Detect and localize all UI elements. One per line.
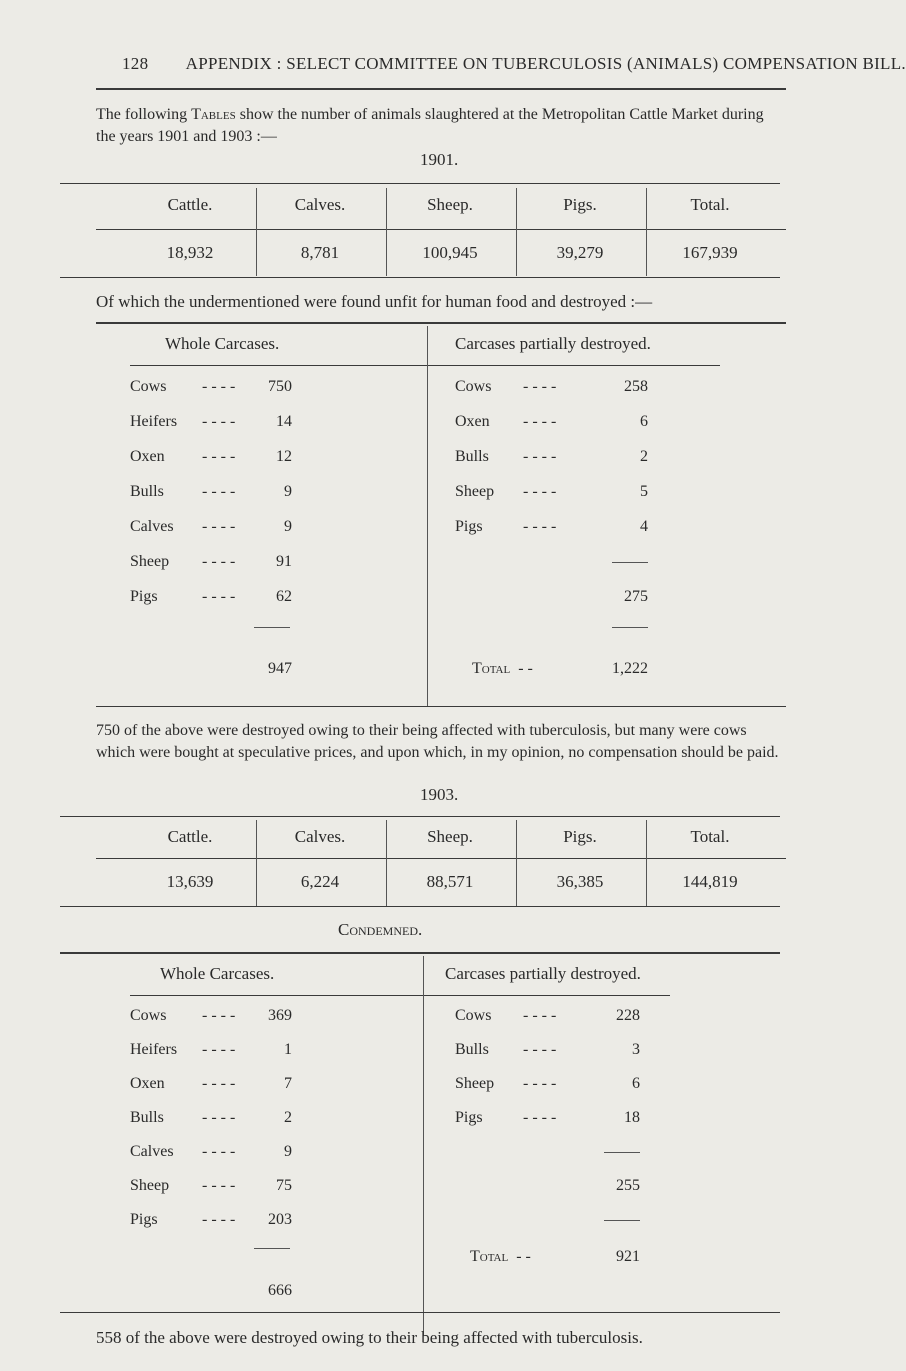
unfit-intro: Of which the undermentioned were found unfit for human food and destroyed :—	[96, 292, 653, 311]
list-value: 18	[624, 1109, 640, 1126]
list-item: Pigs - - - -	[130, 1211, 236, 1228]
grand-total-value: 921	[616, 1248, 640, 1265]
condemned-heading: Condemned.	[338, 920, 423, 939]
intro-paragraph	[96, 104, 786, 148]
whole-total-value: 947	[268, 660, 292, 677]
header-divider	[96, 858, 786, 859]
list-value: 203	[268, 1211, 292, 1228]
list-item: Heifers - - - -	[130, 413, 236, 430]
col-header-pigs: Pigs.	[563, 195, 597, 214]
year-heading-1901: 1901.	[420, 150, 459, 169]
value-sheep: 100,945	[422, 243, 478, 262]
col-header-calves: Calves.	[294, 195, 346, 214]
col-header-cattle: Cattle.	[167, 827, 213, 846]
sum-rule	[612, 562, 648, 563]
whole-total-value: 666	[268, 1282, 292, 1299]
list-value: 258	[624, 378, 648, 395]
center-divider	[423, 956, 424, 1336]
col-divider	[516, 820, 517, 906]
value-total: 144,819	[682, 872, 738, 891]
list-value: 5	[640, 483, 648, 500]
table-bottom-rule	[60, 906, 780, 907]
value-calves: 6,224	[300, 872, 340, 891]
subhead-rule	[130, 365, 720, 366]
list-item: Cows - - - -	[130, 1007, 236, 1024]
table-bottom-rule	[60, 277, 780, 278]
list-item: Pigs - - - -	[455, 1109, 557, 1126]
list-item: Pigs - - - -	[455, 518, 557, 535]
center-divider	[427, 326, 428, 706]
header-rule	[96, 88, 786, 90]
value-cattle: 18,932	[166, 243, 214, 262]
col-header-total: Total.	[690, 195, 730, 214]
value-total: 167,939	[682, 243, 738, 262]
sum-rule	[612, 627, 648, 628]
list-value: 6	[640, 413, 648, 430]
sum-rule	[254, 1248, 290, 1249]
list-value: 75	[276, 1177, 292, 1194]
col-divider	[646, 820, 647, 906]
list-value: 62	[276, 588, 292, 605]
list-item: Calves - - - -	[130, 518, 236, 535]
list-item: Bulls - - - -	[455, 1041, 557, 1058]
list-value: 9	[284, 483, 292, 500]
col-divider	[256, 188, 257, 276]
list-value: 2	[284, 1109, 292, 1126]
list-value: 750	[268, 378, 292, 395]
list-value: 6	[632, 1075, 640, 1092]
list-item: Cows - - - -	[455, 1007, 557, 1024]
totals-header-row	[125, 195, 775, 215]
intro-text-post: show the number of animals slaughtered at the Metropolitan Cattle Market during the years 1901 and 1903 :—	[96, 106, 764, 145]
col-header-total: Total.	[690, 827, 730, 846]
list-value: 12	[276, 448, 292, 465]
sum-rule	[254, 627, 290, 628]
list-item: Oxen - - - -	[130, 448, 236, 465]
col-header-calves: Calves.	[294, 827, 346, 846]
totals-value-row	[125, 243, 775, 263]
list-item: Heifers - - - -	[130, 1041, 236, 1058]
list-item: Bulls - - - -	[130, 483, 236, 500]
table-top-rule	[60, 816, 780, 817]
list-value: 7	[284, 1075, 292, 1092]
note-1901: 750 of the above were destroyed owing to their being affected with tuberculosis, but many were cows which were bought at speculative prices, and upon which, in my opinion, no compensation should be paid.	[96, 722, 779, 761]
value-pigs: 36,385	[556, 872, 604, 891]
sum-rule	[604, 1152, 640, 1153]
intro-tables-word: Tables	[191, 106, 236, 123]
col-header-cattle: Cattle.	[167, 195, 213, 214]
list-value: 1	[284, 1041, 292, 1058]
grand-total-row: Total - -	[472, 660, 533, 677]
section-bottom-rule	[96, 706, 786, 707]
list-item: Oxen - - - -	[130, 1075, 236, 1092]
list-item: Sheep - - - -	[130, 1177, 236, 1194]
list-value: 9	[284, 518, 292, 535]
page-number: 128	[122, 54, 149, 73]
list-value: 9	[284, 1143, 292, 1160]
running-header	[122, 54, 906, 74]
col-header-sheep: Sheep.	[427, 195, 473, 214]
list-value: 3	[632, 1041, 640, 1058]
partial-carcases-title: Carcases partially destroyed.	[445, 964, 641, 983]
year-heading-1903: 1903.	[420, 785, 459, 804]
whole-carcases-title: Whole Carcases.	[165, 334, 280, 353]
list-item: Sheep - - - -	[455, 483, 557, 500]
list-value: 228	[616, 1007, 640, 1024]
col-divider	[386, 188, 387, 276]
list-item: Bulls - - - -	[455, 448, 557, 465]
header-divider	[96, 229, 786, 230]
value-pigs: 39,279	[556, 243, 604, 262]
list-item: Sheep - - - -	[130, 553, 236, 570]
table-top-rule	[60, 183, 780, 184]
partial-subtotal-value: 275	[624, 588, 648, 605]
col-header-sheep: Sheep.	[427, 827, 473, 846]
section-rule	[96, 322, 786, 324]
total-label: Total	[472, 660, 511, 677]
value-calves: 8,781	[300, 243, 340, 262]
value-cattle: 13,639	[166, 872, 214, 891]
col-header-pigs: Pigs.	[563, 827, 597, 846]
partial-subtotal-value: 255	[616, 1177, 640, 1194]
list-value: 369	[268, 1007, 292, 1024]
list-item: Oxen - - - -	[455, 413, 557, 430]
list-value: 91	[276, 553, 292, 570]
list-item: Cows - - - -	[455, 378, 557, 395]
subhead-rule	[130, 995, 670, 996]
col-divider	[386, 820, 387, 906]
note-1903: 558 of the above were destroyed owing to their being affected with tuberculosis.	[96, 1328, 643, 1347]
section-rule	[60, 952, 780, 954]
whole-carcases-title: Whole Carcases.	[160, 964, 275, 983]
total-label: Total	[470, 1248, 509, 1265]
col-divider	[256, 820, 257, 906]
list-value: 4	[640, 518, 648, 535]
col-divider	[646, 188, 647, 276]
section-bottom-rule	[60, 1312, 780, 1313]
grand-total-row: Total - -	[470, 1248, 531, 1265]
list-item: Calves - - - -	[130, 1143, 236, 1160]
col-divider	[516, 188, 517, 276]
list-item: Bulls - - - -	[130, 1109, 236, 1126]
list-item: Pigs - - - -	[130, 588, 236, 605]
list-value: 2	[640, 448, 648, 465]
value-sheep: 88,571	[426, 872, 474, 891]
running-title: APPENDIX : SELECT COMMITTEE ON TUBERCULOSIS (ANIMALS) COMPENSATION BILL.	[185, 54, 906, 73]
totals-value-row	[125, 872, 775, 892]
totals-header-row	[125, 827, 775, 847]
list-value: 14	[276, 413, 292, 430]
list-item: Cows - - - -	[130, 378, 236, 395]
list-item: Sheep - - - -	[455, 1075, 557, 1092]
partial-carcases-title: Carcases partially destroyed.	[455, 334, 651, 353]
grand-total-value: 1,222	[612, 660, 648, 677]
intro-text-pre: The following	[96, 106, 192, 123]
sum-rule	[604, 1220, 640, 1221]
